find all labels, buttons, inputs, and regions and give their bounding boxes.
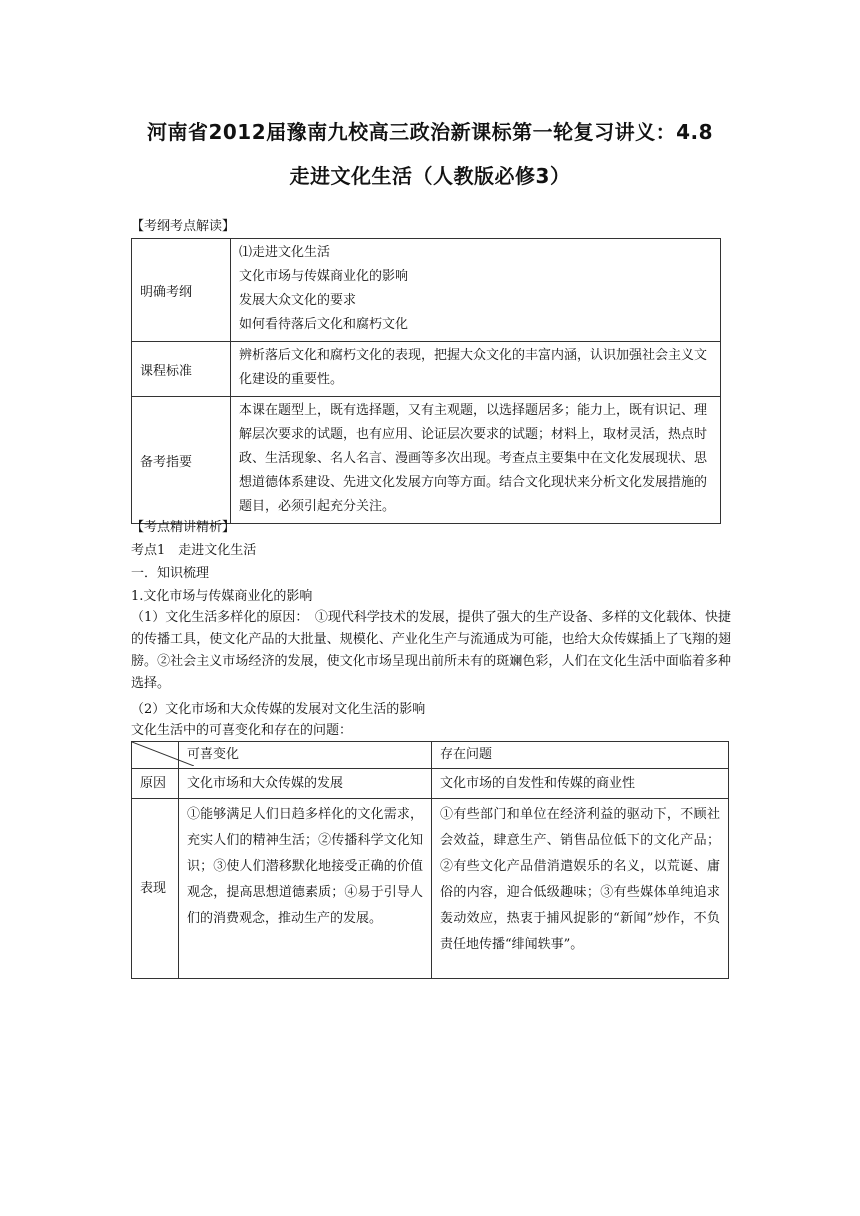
row-content: 辨析落后文化和腐朽文化的表现，把握大众文化的丰富内涵，认识加强社会主义文化建设的重要性。 [231, 342, 721, 397]
sub-heading: 一．知识梳理 [131, 566, 210, 581]
section-heading-analysis: 【考点精讲精析】 [131, 520, 236, 535]
cell-bad: 文化市场的自发性和传媒的商业性 [432, 769, 729, 799]
doc-title-line2: 走进文化生活（人教版必修3） [289, 164, 571, 188]
cell-bad: ①有些部门和单位在经济利益的驱动下，不顾社会效益，肆意生产、销售品位低下的文化产品；②有些文化产品借消遣娱乐的名义，以荒诞、庸俗的内容，迎合低级趣味；③有些媒体单纯追求轰动效应，热衷于捕风捉影的“新闻”炒作，不负责任地传播“绯闻轶事”。 [432, 799, 729, 979]
doc-title-line1: 河南省2012届豫南九校高三政治新课标第一轮复习讲义：4.8 [146, 120, 714, 144]
section-heading-exam-outline: 【考纲考点解读】 [131, 219, 236, 234]
table-header-row [132, 742, 729, 769]
table-row [132, 769, 729, 799]
cell-good: ①能够满足人们日趋多样化的文化需求，充实人们的精神生活；②传播科学文化知识；③使人们潜移默化地接受正确的价值观念，提高思想道德素质；④易于引导人们的消费观念，推动生产的发展。 [179, 799, 432, 979]
cell-good: 文化市场和大众传媒的发展 [179, 769, 432, 799]
row-label: 原因 [132, 769, 179, 799]
diagonal-header-cell [132, 742, 179, 769]
point-heading: 考点1 走进文化生活 [131, 543, 257, 558]
paragraph: （1）文化生活多样化的原因： ①现代科学技术的发展，提供了强大的生产设备、多样的文化载体、快捷的传播工具，使文化产品的大批量、规模化、产业化生产与流通成为可能，也给大众传媒插上了飞翔的翅膀。②社会主义市场经济的发展，使文化市场呈现出前所未有的斑斓色彩，人们在文化生活中面临着多种选择。 [131, 610, 731, 691]
header-good-changes: 可喜变化 [179, 742, 432, 769]
table-row [132, 397, 721, 524]
item-subheading: （2）文化市场和大众传媒的发展对文化生活的影响 [131, 702, 426, 717]
row-content [231, 239, 721, 342]
table-intro: 文化生活中的可喜变化和存在的问题： [131, 723, 353, 738]
table-row [132, 342, 721, 397]
row-label: 表现 [132, 799, 179, 979]
exam-guide-table [131, 238, 721, 524]
diagonal-line-icon [132, 742, 194, 766]
row-label: 备考指要 [132, 397, 231, 524]
content-line: 发展大众文化的要求 [239, 293, 357, 308]
changes-problems-table [131, 741, 729, 979]
row-content: 本课在题型上，既有选择题，又有主观题，以选择题居多；能力上，既有识记、理解层次要求的试题，也有应用、论证层次要求的试题；材料上，取材灵活，热点时政、生活现象、名人名言、漫画等多次出现。考查点主要集中在文化发展现状、思想道德体系建设、先进文化发展方向等方面。结合文化现状来分析文化发展措施的题目，必须引起充分关注。 [231, 397, 721, 524]
row-label: 课程标准 [132, 342, 231, 397]
table-row [132, 799, 729, 979]
item-heading: 1.文化市场与传媒商业化的影响 [131, 589, 313, 604]
table-row [132, 239, 721, 342]
header-problems: 存在问题 [432, 742, 729, 769]
content-line: ⑴走进文化生活 [239, 245, 331, 260]
row-label: 明确考纲 [132, 239, 231, 342]
content-line: 如何看待落后文化和腐朽文化 [239, 317, 409, 332]
content-line: 文化市场与传媒商业化的影响 [239, 269, 409, 284]
